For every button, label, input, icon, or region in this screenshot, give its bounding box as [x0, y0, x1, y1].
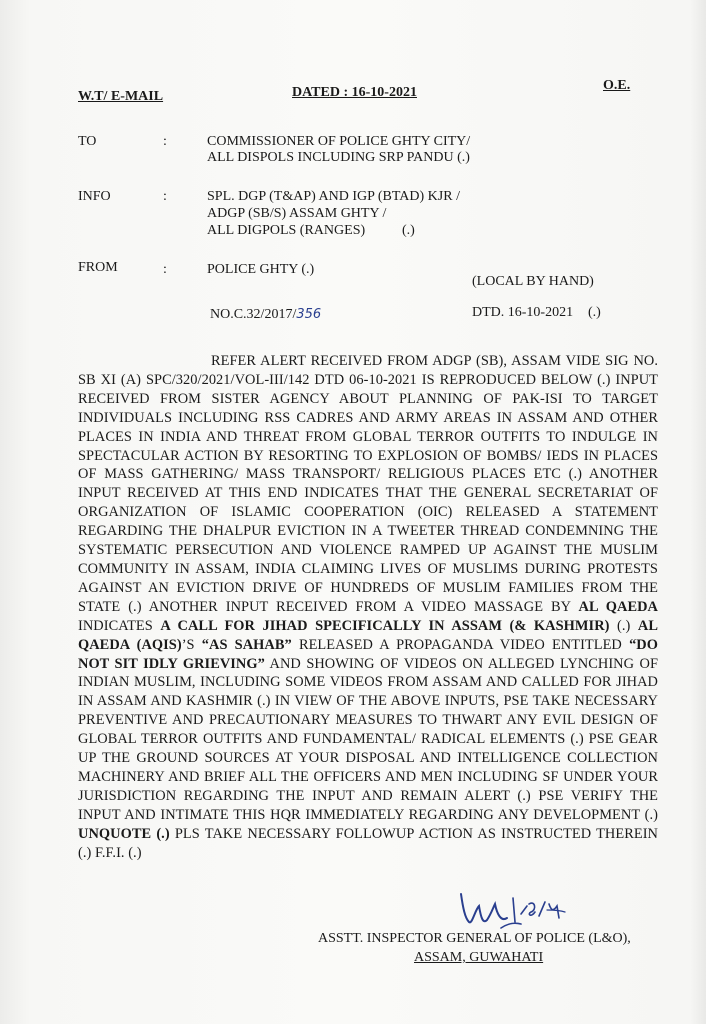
from-label: FROM [78, 260, 118, 275]
reference-number [210, 307, 321, 323]
transmission-mode: W.T/ E-MAIL [78, 89, 164, 104]
dated-header: DATED : 16-10-2021 [292, 85, 417, 100]
message-body [78, 352, 658, 862]
to-line-2: ALL DISPOLS INCLUDING SRP PANDU (.) [207, 150, 470, 165]
message-paragraph: REFER ALERT RECEIVED FROM ADGP (SB), ASSAM VIDE SIG NO. SB XI (A) SPC/320/2021/VOL-III/142 DTD 06-10-2021 IS REPRODUCED BELOW (.) INPUT RECEIVED FROM SISTER AGENCY ABOUT PLANNING OF PAK-ISI TO TARGET INDIVIDUALS INCLUDING RSS CADRES AND ARMY AREAS IN ASSAM AND OTHER PLACES IN INDIA AND THREAT FROM GLOBAL TERROR OUTFITS TO INDULGE IN SPECTACULAR ACTION BY RESORTING TO EXPLOSION OF BOMBS/ IEDS IN PLACES OF MASS GATHERING/ MASS TRANSPORT/ RELIGIOUS PLACES ETC (.) ANOTHER INPUT RECEIVED AT THIS END INDICATES THAT THE GENERAL SECRETARIAT OF ORGANIZATION OF ISLAMIC COOPERATION (OIC) RELEASED A STATEMENT REGARDING THE DHALPUR EVICTION IN A TWEETER THREAD CONDEMNING THE SYSTEMATIC PERSECUTION AND VIOLENCE RAMPED UP AGAINST THE MUSLIM COMMUNITY IN ASSAM, INDIA CLAIMING LIVES OF MUSLIMS DURING PROTESTS AGAINST AN EVICTION DRIVE OF HUNDREDS OF MUSLIM FAMILIES FROM THE STATE (.) ANOTHER INPUT RECEIVED FROM A VIDEO MASSAGE BY AL QAEDA INDICATES A CALL FOR JIHAD SPECIFICALLY IN ASSAM (& KASHMIR) (.) AL QAEDA (AQIS)’S “AS SAHAB” RELEASED A PROPAGANDA VIDEO ENTITLED “DO NOT SIT IDLY GRIEVING” AND SHOWING OF VIDEOS ON ALLEGED LYNCHING OF INDIAN MUSLIM, INCLUDING SOME VIDEOS FROM ASSAM AND CALLED FOR JIHAD IN ASSAM AND KASHMIR (.) IN VIEW OF THE ABOVE INPUTS, PSE TAKE NECESSARY PREVENTIVE AND PRECAUTIONARY MEASURES TO THWART ANY EVIL DESIGN OF GLOBAL TERROR OUTFITS AND FUNDAMENTAL/ RADICAL ELEMENTS (.) PSE GEAR UP THE GROUND SOURCES AT YOUR DISPOSAL AND INTELLIGENCE COLLECTION MACHINERY AND BRIEF ALL THE OFFICERS AND MEN INCLUDING SF UNDER YOUR JURISDICTION REGARDING THE INPUT AND REMAIN ALERT (.) PSE VERIFY THE INPUT AND INTIMATE THIS HQR IMMEDIATELY REGARDING ANY DEVELOPMENT (.) UNQUOTE (.) PLS TAKE NECESSARY FOLLOWUP ACTION AS INSTRUCTED THEREIN (.) F.F.I. (.) [78, 353, 659, 861]
info-line-1: SPL. DGP (T&AP) AND IGP (BTAD) KJR / [207, 189, 460, 204]
reference-prefix: NO.C.32/2017/ [210, 307, 297, 322]
info-line-3: ALL DIGPOLS (RANGES) [207, 223, 366, 238]
signatory-location: ASSAM, GUWAHATI [414, 950, 544, 965]
info-line-3-stop: (.) [402, 223, 415, 238]
to-colon: : [163, 134, 167, 149]
bold-as-sahab: “AS SAHAB” [201, 636, 292, 653]
reference-date-stop: (.) [588, 305, 601, 320]
bold-unquote: UNQUOTE (.) [78, 825, 170, 842]
from-colon: : [163, 262, 167, 277]
from-value: POLICE GHTY (.) [207, 262, 315, 277]
bold-call-for-jihad: A CALL FOR JIHAD SPECIFICALLY IN ASSAM (& KASHMIR) [160, 617, 610, 634]
bold-al-qaeda: AL QAEDA [578, 598, 658, 615]
info-line-2: ADGP (SB/S) ASSAM GHTY / [207, 206, 387, 221]
bold-video-title: “DO NOT SIT IDLY GRIEVING” [78, 636, 658, 672]
local-by-hand: (LOCAL BY HAND) [472, 274, 594, 289]
info-label: INFO [78, 189, 111, 204]
reference-date: DTD. 16-10-2021 [472, 305, 574, 320]
oe-marker: O.E. [603, 78, 631, 93]
info-colon: : [163, 189, 167, 204]
to-label: TO [78, 134, 97, 149]
bold-aqis: AL QAEDA (AQIS) [78, 617, 658, 653]
signatory-designation: ASSTT. INSPECTOR GENERAL OF POLICE (L&O), [318, 931, 631, 946]
reference-handwritten: 356 [296, 307, 322, 322]
to-line-1: COMMISSIONER OF POLICE GHTY CITY/ [207, 134, 471, 149]
